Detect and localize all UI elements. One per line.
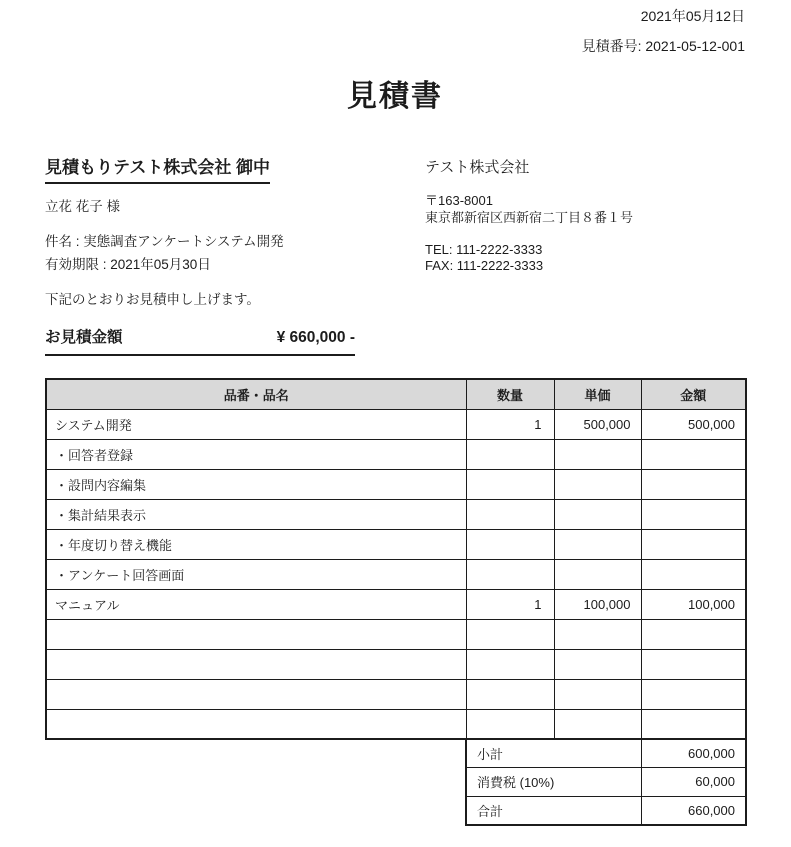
item-quantity bbox=[466, 649, 554, 679]
estimate-amount-row bbox=[45, 325, 355, 356]
issuer-fax: FAX: 111-2222-3333 bbox=[425, 258, 544, 273]
table-row bbox=[46, 709, 746, 739]
item-unit-price: 100,000 bbox=[554, 589, 641, 619]
estimate-expiry: 有効期限 : 2021年05月30日 bbox=[45, 257, 211, 272]
issuer-postal-code: 〒163-8001 bbox=[425, 193, 493, 208]
item-amount bbox=[641, 649, 746, 679]
tax-row bbox=[466, 768, 746, 797]
issuer-block bbox=[425, 158, 745, 308]
table-row bbox=[46, 559, 746, 589]
item-name: ・集計結果表示 bbox=[46, 499, 466, 529]
item-quantity: 1 bbox=[466, 589, 554, 619]
item-unit-price bbox=[554, 559, 641, 589]
client-contact-name: 立花 花子 様 bbox=[45, 199, 121, 214]
issuer-tel: TEL: 111-2222-3333 bbox=[425, 242, 543, 257]
table-row bbox=[46, 529, 746, 559]
item-name: ・年度切り替え機能 bbox=[46, 529, 466, 559]
estimate-subject: 件名 : 実態調査アンケートシステム開発 bbox=[45, 234, 284, 249]
client-block bbox=[45, 158, 425, 308]
item-amount bbox=[641, 529, 746, 559]
estimate-amount-value: ¥ 660,000 - bbox=[276, 329, 355, 346]
table-row bbox=[46, 619, 746, 649]
item-amount bbox=[641, 709, 746, 739]
estimate-amount-label: お見積金額 bbox=[45, 329, 123, 346]
totals-table bbox=[465, 738, 747, 826]
table-row bbox=[46, 589, 746, 619]
item-unit-price bbox=[554, 499, 641, 529]
issue-date: 2021年05月12日 bbox=[640, 8, 745, 24]
client-company-name: 見積もりテスト株式会社 御中 bbox=[45, 158, 270, 184]
item-quantity bbox=[466, 529, 554, 559]
item-quantity bbox=[466, 709, 554, 739]
item-quantity bbox=[466, 559, 554, 589]
item-amount bbox=[641, 439, 746, 469]
table-row bbox=[46, 649, 746, 679]
item-name: ・回答者登録 bbox=[46, 439, 466, 469]
item-unit-price bbox=[554, 649, 641, 679]
item-quantity bbox=[466, 469, 554, 499]
item-name bbox=[46, 679, 466, 709]
item-amount bbox=[641, 499, 746, 529]
item-name: マニュアル bbox=[46, 589, 466, 619]
issuer-address: 東京都新宿区西新宿二丁目８番１号 bbox=[425, 210, 634, 225]
item-unit-price bbox=[554, 469, 641, 499]
item-amount bbox=[641, 559, 746, 589]
items-table bbox=[45, 378, 747, 740]
item-name bbox=[46, 649, 466, 679]
item-unit-price bbox=[554, 679, 641, 709]
document-title: 見積書 bbox=[347, 80, 443, 113]
total-label: 合計 bbox=[466, 796, 641, 825]
item-unit-price bbox=[554, 709, 641, 739]
item-quantity bbox=[466, 619, 554, 649]
table-row bbox=[46, 679, 746, 709]
greeting-line: 下記のとおりお見積申し上げます。 bbox=[45, 292, 260, 307]
tax-label: 消費税 (10%) bbox=[466, 768, 641, 797]
parties-section bbox=[45, 158, 745, 308]
item-quantity bbox=[466, 679, 554, 709]
item-quantity bbox=[466, 439, 554, 469]
item-name: ・アンケート回答画面 bbox=[46, 559, 466, 589]
item-quantity bbox=[466, 499, 554, 529]
item-amount: 100,000 bbox=[641, 589, 746, 619]
item-unit-price bbox=[554, 619, 641, 649]
table-row bbox=[46, 439, 746, 469]
table-row bbox=[46, 499, 746, 529]
item-name: ・設問内容編集 bbox=[46, 469, 466, 499]
issuer-company-name: テスト株式会社 bbox=[425, 159, 530, 176]
table-row bbox=[46, 469, 746, 499]
document-meta bbox=[45, 8, 745, 54]
column-header-amount: 金額 bbox=[641, 379, 746, 409]
total-value: 660,000 bbox=[641, 796, 746, 825]
item-name bbox=[46, 619, 466, 649]
item-unit-price: 500,000 bbox=[554, 409, 641, 439]
subtotal-row bbox=[466, 739, 746, 768]
tax-value: 60,000 bbox=[641, 768, 746, 797]
item-unit-price bbox=[554, 529, 641, 559]
item-amount: 500,000 bbox=[641, 409, 746, 439]
table-row bbox=[46, 409, 746, 439]
item-unit-price bbox=[554, 439, 641, 469]
item-amount bbox=[641, 469, 746, 499]
item-amount bbox=[641, 679, 746, 709]
item-amount bbox=[641, 619, 746, 649]
subtotal-value: 600,000 bbox=[641, 739, 746, 768]
item-quantity: 1 bbox=[466, 409, 554, 439]
column-header-item-name: 品番・品名 bbox=[46, 379, 466, 409]
subtotal-label: 小計 bbox=[466, 739, 641, 768]
column-header-quantity: 数量 bbox=[466, 379, 554, 409]
items-table-header-row bbox=[46, 379, 746, 409]
total-row bbox=[466, 796, 746, 825]
estimate-number: 見積番号: 2021-05-12-001 bbox=[581, 38, 745, 54]
item-name: システム開発 bbox=[46, 409, 466, 439]
item-name bbox=[46, 709, 466, 739]
column-header-unit-price: 単価 bbox=[554, 379, 641, 409]
